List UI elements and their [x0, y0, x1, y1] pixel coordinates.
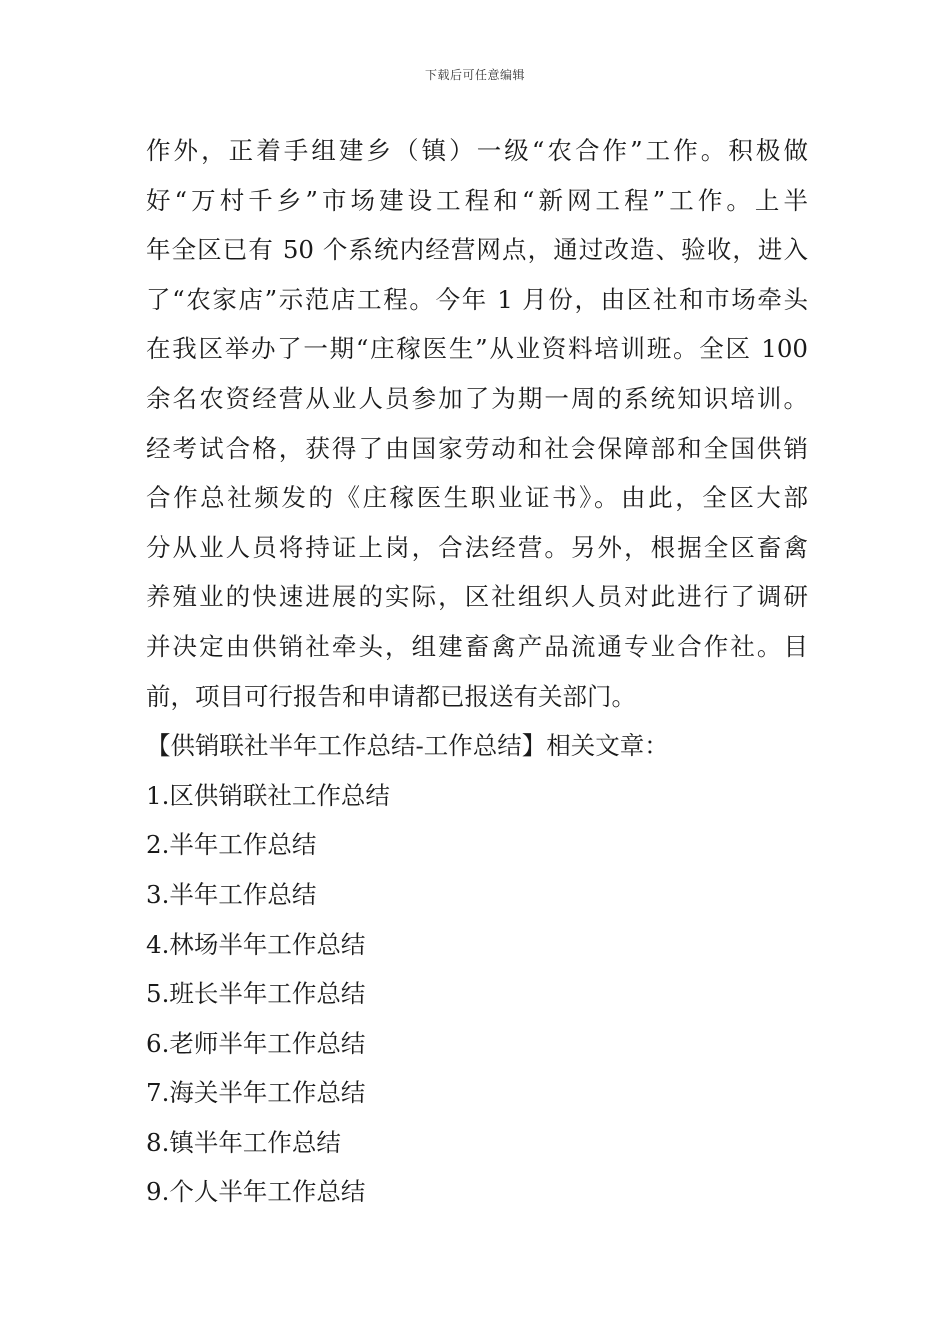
- related-article-link[interactable]: 7.海关半年工作总结: [146, 1078, 366, 1108]
- related-article-link[interactable]: 1.区供销联社工作总结: [146, 780, 390, 810]
- related-article-link[interactable]: 3.半年工作总结: [146, 879, 317, 909]
- paragraph-line: 年全区已有 50 个系统内经营网点，通过改造、验收，进入: [146, 235, 808, 265]
- paragraph-line: 养殖业的快速进展的实际，区社组织人员对此进行了调研: [146, 582, 808, 612]
- related-articles: [146, 721, 808, 1217]
- paragraph-line: 在我区举办了一期“庄稼医生”从业资料培训班。全区 100: [146, 334, 808, 364]
- paragraph-line: 合作总社频发的《庄稼医生职业证书》。由此，全区大部: [146, 483, 808, 513]
- related-article-link[interactable]: 2.半年工作总结: [146, 830, 317, 860]
- related-article-link[interactable]: 8.镇半年工作总结: [146, 1127, 341, 1157]
- header-note: 下载后可任意编辑: [424, 68, 525, 82]
- paragraph-line: 并决定由供销社牵头，组建畜禽产品流通专业合作社。目: [146, 631, 808, 661]
- body-paragraph: [146, 126, 808, 721]
- paragraph-line: 前，项目可行报告和申请都已报送有关部门。: [146, 681, 636, 711]
- paragraph-line: 余名农资经营从业人员参加了为期一周的系统知识培训。: [146, 383, 808, 413]
- related-article-link[interactable]: 4.林场半年工作总结: [146, 929, 366, 959]
- paragraph-line: 经考试合格，获得了由国家劳动和社会保障部和全国供销: [146, 433, 808, 463]
- paragraph-line: 了“农家店”示范店工程。今年 1 月份，由区社和市场牵头: [146, 284, 808, 314]
- paragraph-line: 好“万村千乡”市场建设工程和“新网工程”工作。上半: [146, 185, 808, 215]
- paragraph-line: 分从业人员将持证上岗，合法经营。另外，根据全区畜禽: [146, 532, 808, 562]
- related-article-link[interactable]: 6.老师半年工作总结: [146, 1028, 366, 1058]
- related-article-link[interactable]: 5.班长半年工作总结: [146, 979, 366, 1009]
- related-article-link[interactable]: 9.个人半年工作总结: [146, 1177, 366, 1207]
- related-heading: 【供销联社半年工作总结-工作总结】相关文章：: [146, 731, 669, 761]
- document-body: [146, 126, 808, 1217]
- paragraph-line: 作外，正着手组建乡（镇）一级“农合作”工作。积极做: [146, 136, 808, 165]
